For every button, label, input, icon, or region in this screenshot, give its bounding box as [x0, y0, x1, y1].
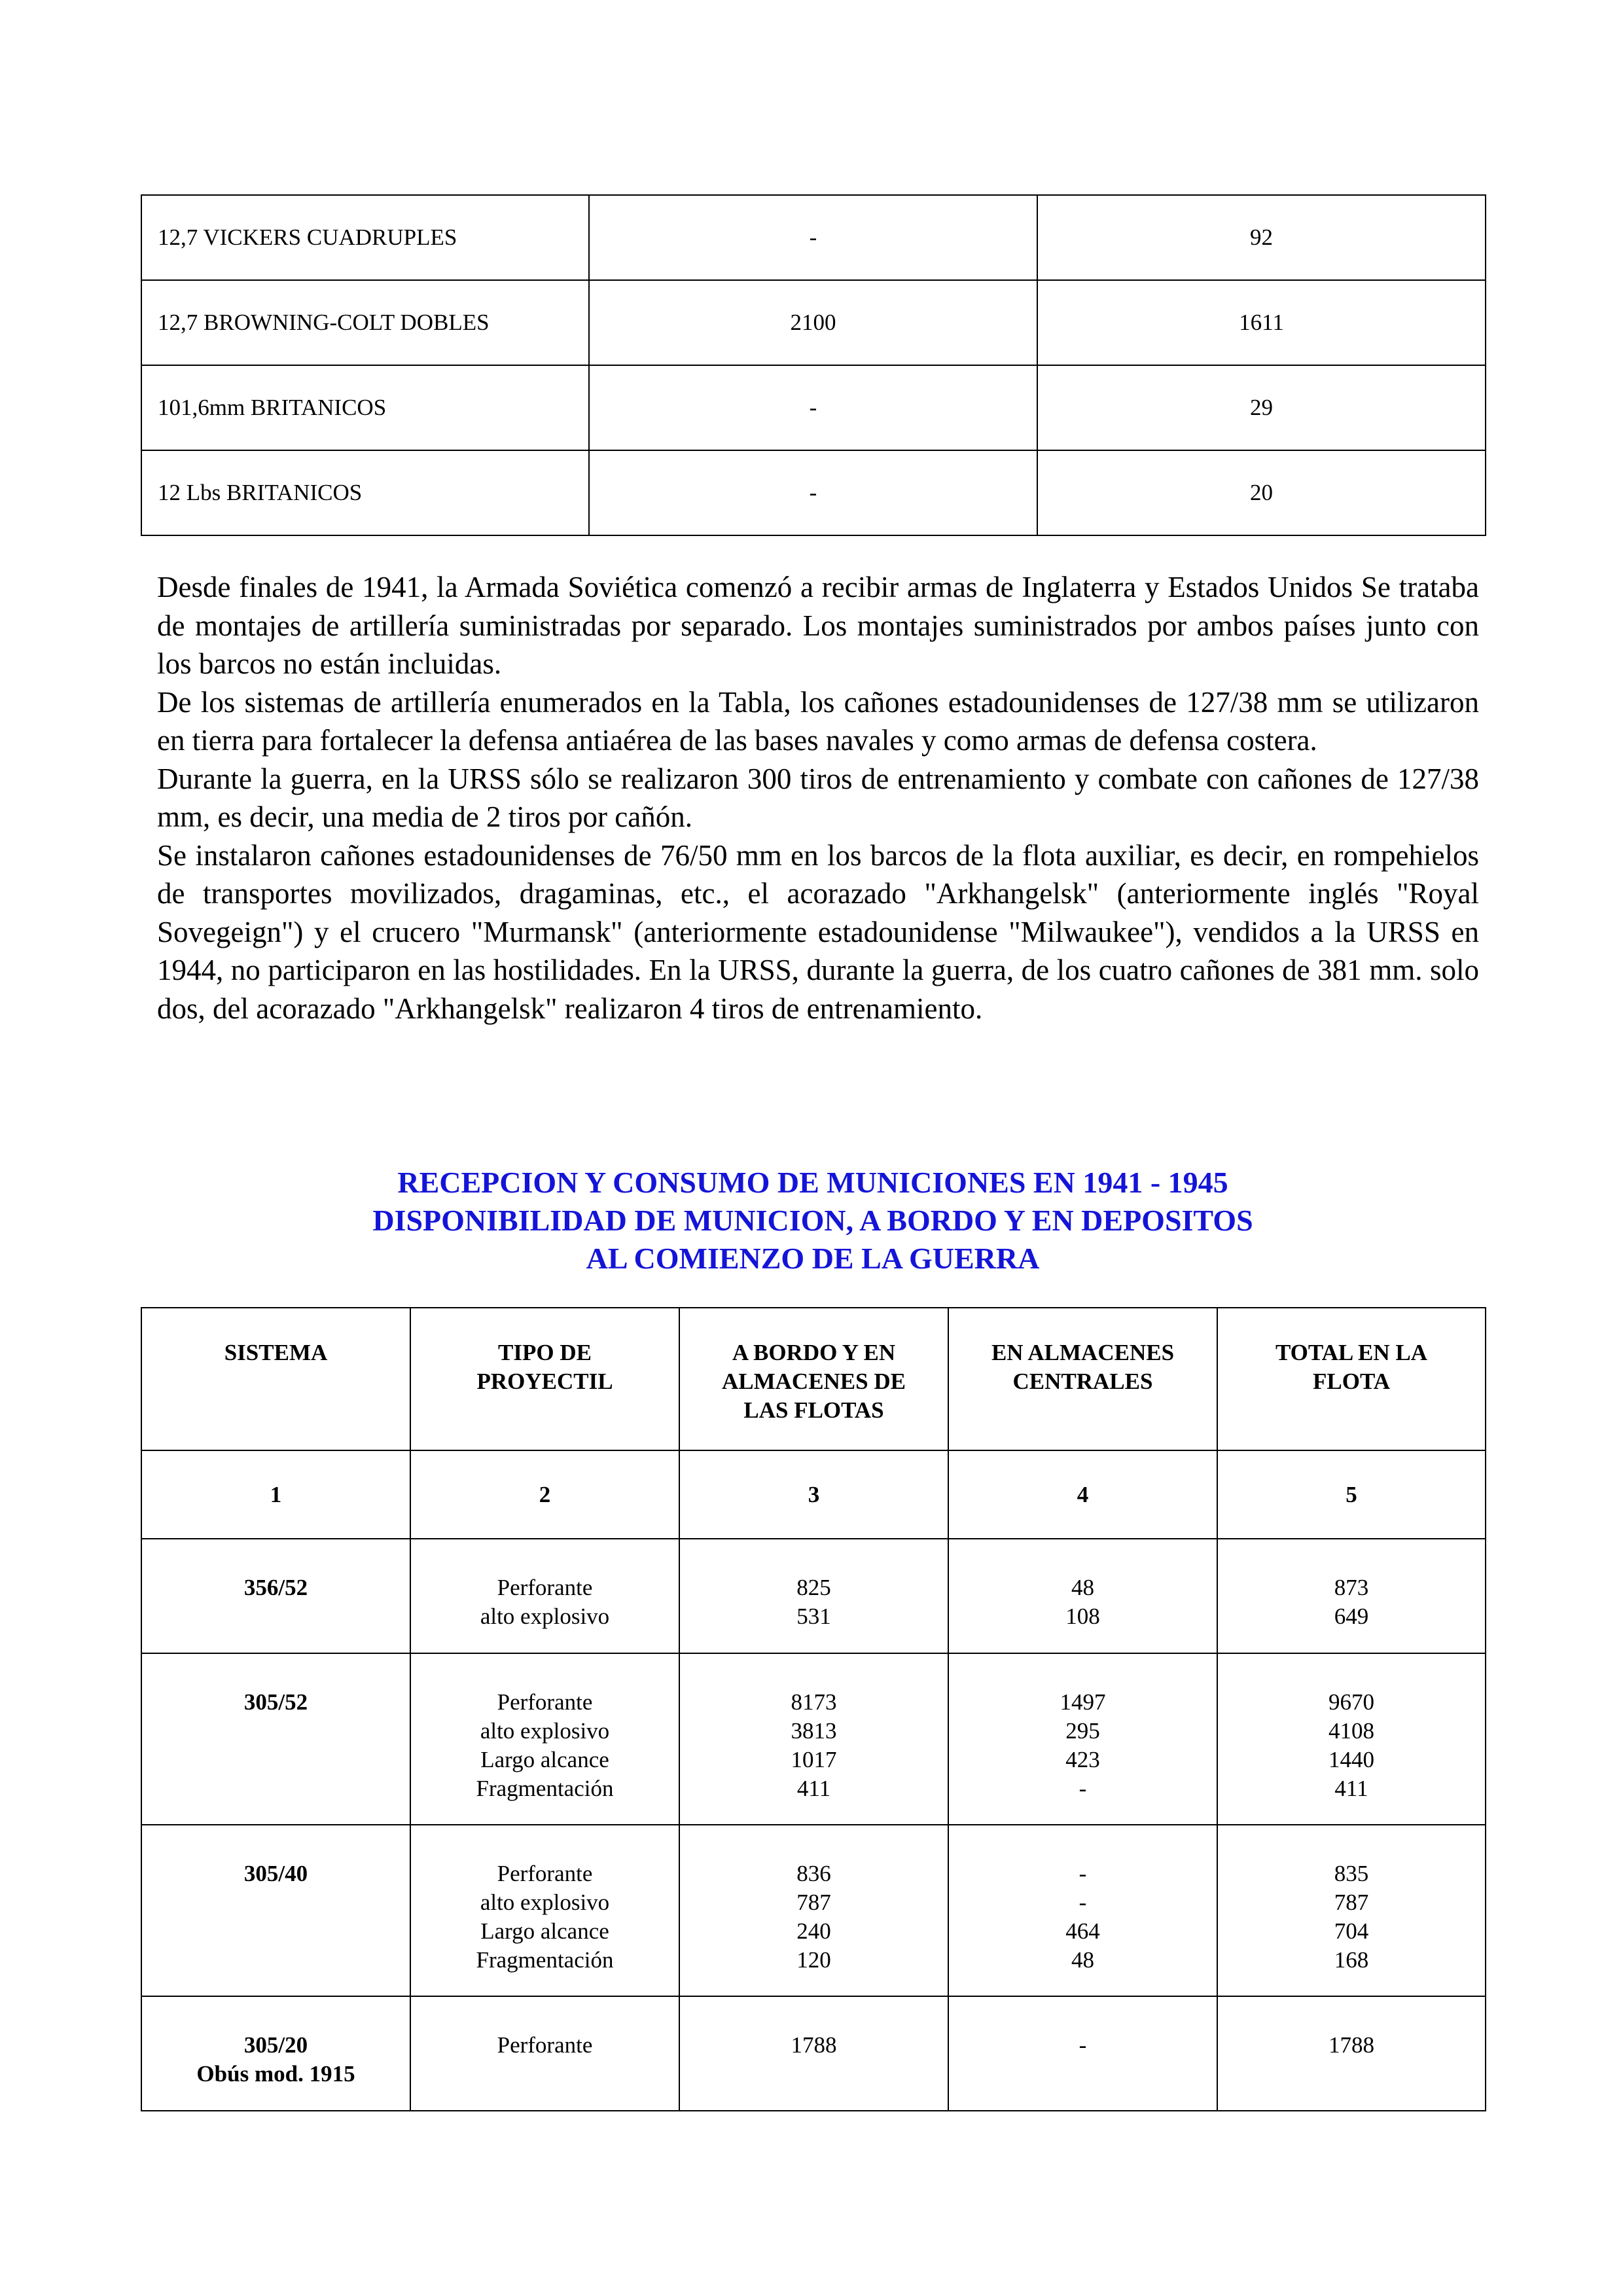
cell-line: - [1079, 1861, 1087, 1886]
cell-line: alto explosivo [480, 1890, 610, 1915]
cell-tipo [410, 1653, 679, 1825]
cell-line: 1440 [1329, 1747, 1374, 1772]
cell-total [1217, 1653, 1486, 1825]
heading-line: RECEPCION Y CONSUMO DE MUNICIONES EN 1941 - 1945 [397, 1166, 1228, 1199]
table-row [141, 280, 1486, 365]
cell-line: - [1079, 1890, 1087, 1915]
heading-line: DISPONIBILIDAD DE MUNICION, A BORDO Y EN DEPOSITOS [372, 1204, 1253, 1237]
cell-line: alto explosivo [480, 1604, 610, 1629]
cell-line: 787 [796, 1890, 831, 1915]
cell-line: Largo alcance [480, 1747, 609, 1772]
weapon-name: 12,7 BROWNING-COLT DOBLES [141, 280, 589, 365]
paragraph: Durante la guerra, en la URSS sólo se realizaron 300 tiros de entrenamiento y combate con cañones de 127/38 mm, es decir, una media de 2 tiros por cañón. [157, 762, 1479, 833]
column-number-row [141, 1450, 1486, 1539]
cell-line: ALMACENES DE [721, 1369, 906, 1394]
cell-line: Fragmentación [476, 1776, 614, 1801]
header-total-flota [1217, 1308, 1486, 1450]
cell-a-bordo [679, 1653, 948, 1825]
weapon-name: 12,7 VICKERS CUADRUPLES [141, 195, 589, 280]
cell-line: 356/52 [243, 1575, 308, 1600]
cell-a-bordo [679, 1825, 948, 1996]
weapon-value-col2: 92 [1037, 195, 1486, 280]
cell-line: Obús mod. 1915 [196, 2061, 355, 2087]
cell-line: - [1079, 1776, 1087, 1801]
cell-line: 48 [1071, 1947, 1094, 1973]
cell-tipo [410, 1825, 679, 1996]
paragraph: De los sistemas de artillería enumerados en la Tabla, los cañones estadounidenses de 127/38 mm se utilizaron en tierra para fortalecer la defensa antiaérea de las bases navales y como armas de defensa costera. [157, 685, 1479, 757]
table-header-row [141, 1308, 1486, 1450]
weapon-value-col2: 1611 [1037, 280, 1486, 365]
cell-line: SISTEMA [224, 1340, 328, 1365]
cell-line: 464 [1065, 1918, 1100, 1944]
cell-total [1217, 1996, 1486, 2111]
cell-a-bordo [679, 1539, 948, 1653]
cell-line: 295 [1065, 1718, 1100, 1744]
header-sistema [141, 1308, 410, 1450]
cell-line: 649 [1334, 1604, 1369, 1629]
cell-total [1217, 1825, 1486, 1996]
cell-line: Perforante [497, 1575, 593, 1600]
weapons-table [141, 194, 1486, 536]
header-tipo-proyectil [410, 1308, 679, 1450]
cell-line: 240 [796, 1918, 831, 1944]
cell-line: 1017 [791, 1747, 837, 1772]
cell-total [1217, 1539, 1486, 1653]
section-heading [141, 1164, 1485, 1278]
cell-line: FLOTA [1313, 1369, 1390, 1394]
cell-line: 4108 [1329, 1718, 1374, 1744]
cell-line: TIPO DE [498, 1340, 592, 1365]
column-number: 5 [1217, 1450, 1486, 1539]
cell-line: 835 [1334, 1861, 1369, 1886]
cell-line: PROYECTIL [476, 1369, 613, 1394]
paragraph: Desde finales de 1941, la Armada Soviética comenzó a recibir armas de Inglaterra y Estados Unidos Se trataba de montajes de artillería suministradas por separado. Los montajes suministrados por ambos países junto con los barcos no están incluidas. [157, 571, 1479, 680]
cell-line: Perforante [497, 1861, 593, 1886]
cell-line: 1788 [791, 2032, 837, 2058]
cell-a-bordo [679, 1996, 948, 2111]
cell-line: 8173 [791, 1689, 837, 1715]
weapon-value-col1: - [589, 450, 1037, 535]
weapon-value-col1: 2100 [589, 280, 1037, 365]
heading-line: AL COMIENZO DE LA GUERRA [586, 1242, 1040, 1275]
cell-line: 411 [796, 1776, 831, 1801]
cell-line: Perforante [497, 1689, 593, 1715]
cell-almacenes [948, 1825, 1217, 1996]
cell-almacenes [948, 1996, 1217, 2111]
weapon-value-col2: 20 [1037, 450, 1486, 535]
cell-line: Fragmentación [476, 1947, 614, 1973]
column-number: 3 [679, 1450, 948, 1539]
column-number: 2 [410, 1450, 679, 1539]
column-number: 1 [141, 1450, 410, 1539]
cell-line: TOTAL EN LA [1275, 1340, 1428, 1365]
table-row [141, 365, 1486, 450]
table-row [141, 1539, 1486, 1653]
cell-line: EN ALMACENES [991, 1340, 1175, 1365]
cell-line: 1788 [1329, 2032, 1374, 2058]
weapon-value-col2: 29 [1037, 365, 1486, 450]
cell-line: Perforante [497, 2032, 593, 2058]
cell-line: 120 [796, 1947, 831, 1973]
cell-line: LAS FLOTAS [743, 1397, 884, 1423]
header-a-bordo [679, 1308, 948, 1450]
cell-line: 411 [1334, 1776, 1368, 1801]
cell-line: 168 [1334, 1947, 1369, 1973]
cell-line: A BORDO Y EN [732, 1340, 896, 1365]
cell-tipo [410, 1539, 679, 1653]
cell-line: 423 [1065, 1747, 1100, 1772]
weapon-name: 12 Lbs BRITANICOS [141, 450, 589, 535]
cell-line: Largo alcance [480, 1918, 609, 1944]
ammunition-table [141, 1307, 1486, 2111]
cell-line: 531 [796, 1604, 831, 1629]
cell-sistema [141, 1996, 410, 2111]
paragraph: Se instalaron cañones estadounidenses de 76/50 mm en los barcos de la flota auxiliar, es decir, en rompehielos de transportes movilizados, dragaminas, etc., el acorazado "Arkhangelsk" (anteriormente inglés "Royal Sovegeign") y el crucero "Murmansk" (anteriormente estadounidense "Milwaukee"), vendidos a la URSS en 1944, no participaron en las hostilidades. En la URSS, durante la guerra, de los cuatro cañones de 381 mm. solo dos, del acorazado "Arkhangelsk" realizaron 4 tiros de entrenamiento. [157, 838, 1479, 1025]
table-row [141, 195, 1486, 280]
table-row [141, 1653, 1486, 1825]
column-number: 4 [948, 1450, 1217, 1539]
cell-line: 704 [1334, 1918, 1369, 1944]
cell-line: 305/40 [243, 1861, 308, 1886]
cell-tipo [410, 1996, 679, 2111]
cell-line: 873 [1334, 1575, 1369, 1600]
table-row [141, 450, 1486, 535]
cell-line: 1497 [1060, 1689, 1106, 1715]
cell-line: 108 [1065, 1604, 1100, 1629]
header-almacenes-centrales [948, 1308, 1217, 1450]
cell-line: 305/20 [243, 2032, 308, 2058]
cell-line: - [1079, 2032, 1087, 2058]
cell-line: 836 [796, 1861, 831, 1886]
cell-sistema [141, 1653, 410, 1825]
table-row [141, 1825, 1486, 1996]
cell-line: 48 [1071, 1575, 1094, 1600]
cell-sistema [141, 1539, 410, 1653]
body-text [157, 568, 1479, 1028]
table-row [141, 1996, 1486, 2111]
cell-line: 305/52 [243, 1689, 308, 1715]
cell-line: 3813 [791, 1718, 837, 1744]
cell-line: 9670 [1329, 1689, 1374, 1715]
cell-line: alto explosivo [480, 1718, 610, 1744]
cell-line: 787 [1334, 1890, 1369, 1915]
cell-almacenes [948, 1539, 1217, 1653]
cell-sistema [141, 1825, 410, 1996]
weapon-value-col1: - [589, 195, 1037, 280]
weapon-value-col1: - [589, 365, 1037, 450]
cell-line: CENTRALES [1012, 1369, 1153, 1394]
cell-almacenes [948, 1653, 1217, 1825]
cell-line: 825 [796, 1575, 831, 1600]
weapon-name: 101,6mm BRITANICOS [141, 365, 589, 450]
